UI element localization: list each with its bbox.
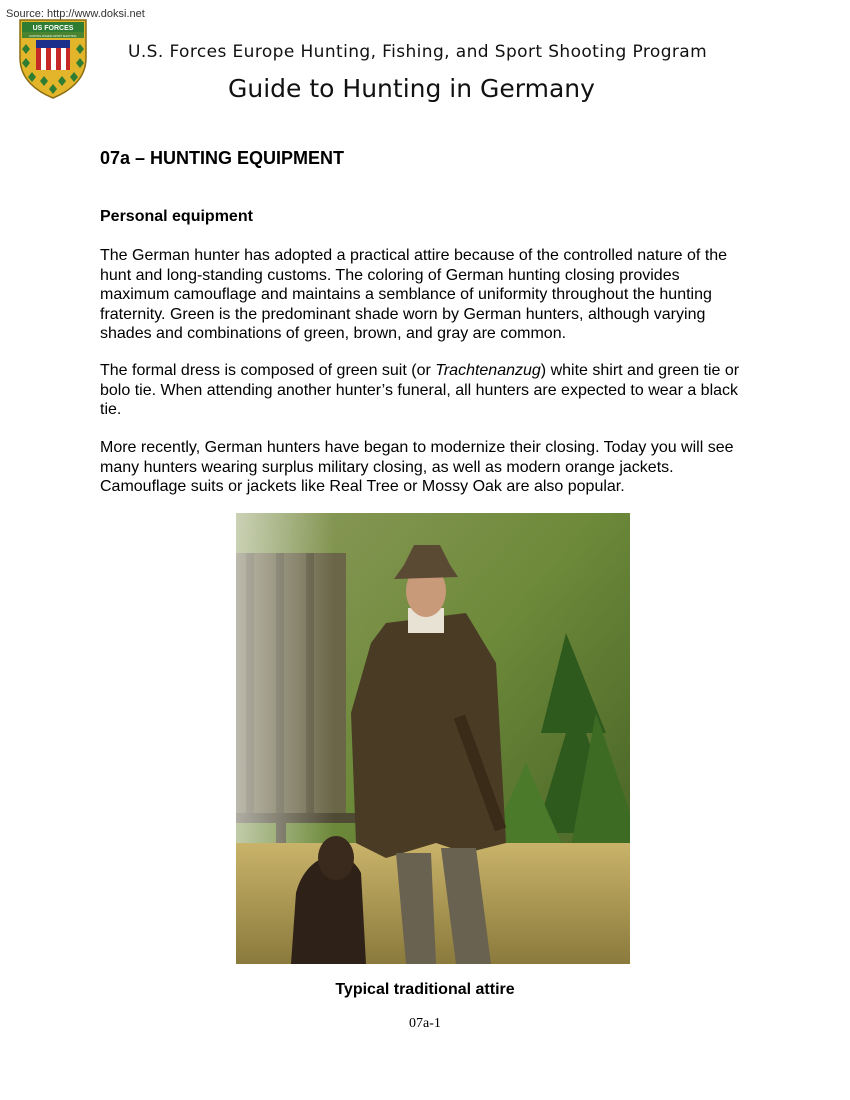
source-note: Source: http://www.doksi.net bbox=[6, 8, 145, 20]
section-heading: 07a – HUNTING EQUIPMENT bbox=[100, 148, 345, 168]
shield-stripes bbox=[36, 48, 70, 70]
subsection-heading: Personal equipment bbox=[100, 208, 253, 225]
document-title: Guide to Hunting in Germany bbox=[228, 74, 595, 103]
shield-band-text: HUNTING FISHING SPORT SHOOTING bbox=[29, 35, 77, 38]
trachtenanzug-term: Trachtenanzug bbox=[435, 362, 541, 379]
shield-top-text: US FORCES bbox=[32, 25, 74, 32]
paragraph-modern-clothing: More recently, German hunters have began to modernize their closing. Today you will see many hunters wearing surplus military closing, as well as modern orange jackets. Camouflage suits or jackets like Real Tree or Mossy Oak are also popular. bbox=[100, 439, 734, 495]
photo-caption: Typical traditional attire bbox=[335, 981, 515, 998]
page-number: 07a-1 bbox=[409, 1016, 441, 1031]
us-forces-shield-logo bbox=[18, 18, 88, 100]
hunter-photo bbox=[236, 513, 630, 964]
paragraph-attire-intro: The German hunter has adopted a practical attire because of the controlled nature of the hunt and long-standing customs. The coloring of German hunting closing provides maximum camouflage and maintains a semblance of uniformity throughout the hunting fraternity. Green is the predominant shade worn by German hunters, although varying shades and combinations of green, brown, and gray are common. bbox=[100, 247, 728, 342]
formal-dress-text-end: ) white shirt and green tie or bolo tie. When attending another hunter’s funeral, all hunters are expected to wear a black tie. bbox=[100, 362, 740, 418]
formal-dress-text-start: The formal dress is composed of green suit (or bbox=[100, 362, 436, 379]
hunter-coat bbox=[351, 613, 506, 858]
shield-blue-field bbox=[36, 40, 70, 48]
paragraph-formal-dress bbox=[100, 361, 750, 420]
program-name: U.S. Forces Europe Hunting, Fishing, and Sport Shooting Program bbox=[128, 42, 708, 62]
